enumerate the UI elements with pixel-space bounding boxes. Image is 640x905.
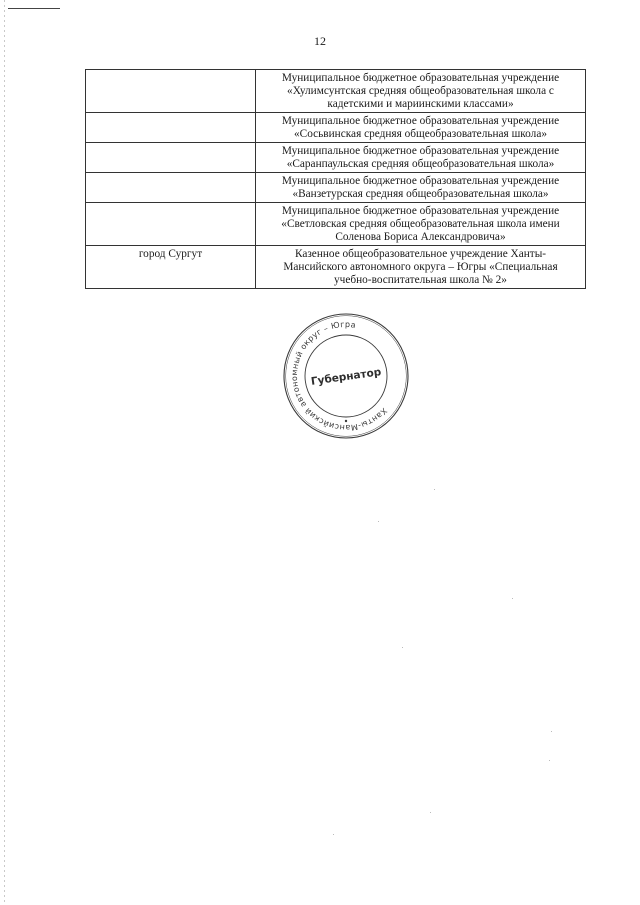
scan-speck [378,521,379,522]
institution-cell: Муниципальное бюджетное образовательная учреждение «Сосьвинская средняя общеобразовательная школа» [256,113,586,143]
institution-cell: Казенное общеобразовательное учреждение Ханты- Мансийского автономного округа – Югры «Специальная учебно-воспитательная школа № 2» [256,246,586,289]
table-row [86,143,586,173]
region-cell [86,70,256,113]
table-row [86,70,586,113]
region-cell [86,143,256,173]
region-cell [86,203,256,246]
scan-speck [551,731,552,732]
table-row [86,173,586,203]
scan-edge-line [4,0,5,905]
region-cell [86,113,256,143]
institutions-table [85,69,586,289]
scan-top-mark [8,8,60,9]
page-number: 12 [314,34,326,48]
governor-seal [281,311,411,441]
institution-cell: Муниципальное бюджетное образовательная учреждение «Светловская средняя общеобразовательная школа имени Соленова Бориса Александровича» [256,203,586,246]
scan-speck [434,489,435,490]
scan-speck [402,647,403,648]
institution-cell: Муниципальное бюджетное образовательная учреждение «Саранпаульская средняя общеобразовательная школа» [256,143,586,173]
table-row [86,113,586,143]
region-cell [86,173,256,203]
scan-speck [430,812,431,813]
scan-speck [512,598,513,599]
seal-center-text: Губернатор [310,366,382,388]
scan-speck [549,760,550,761]
table-row [86,203,586,246]
table-row [86,246,586,289]
seal-dot [345,420,347,422]
region-cell: город Сургут [86,246,256,289]
scan-speck [333,834,334,835]
institution-cell: Муниципальное бюджетное образовательная учреждение «Хулимсунтская средняя общеобразовательная школа с кадетскими и мариинскими классами» [256,70,586,113]
seal-ring-text: Ханты-Мансийский автономный округ – Югра [289,319,389,433]
institution-cell: Муниципальное бюджетное образовательная учреждение «Ванзетурская средняя общеобразовательная школа» [256,173,586,203]
